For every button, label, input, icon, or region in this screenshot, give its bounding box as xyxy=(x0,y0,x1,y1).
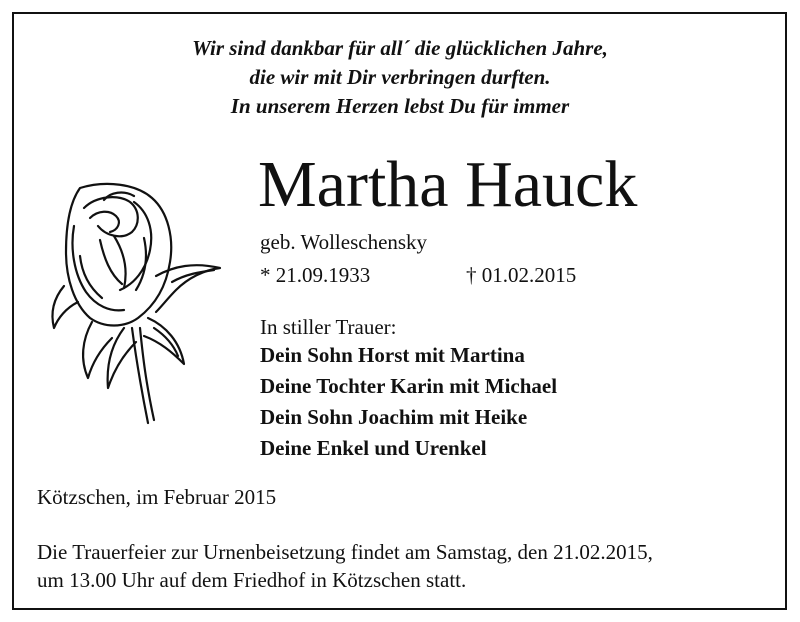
ceremony-line: Die Trauerfeier zur Urnenbeisetzung findet am Samstag, den 21.02.2015, xyxy=(37,540,653,564)
mourner-entry: Deine Tochter Karin mit Michael xyxy=(260,374,558,398)
life-dates xyxy=(260,262,577,288)
mourner-entry: Dein Sohn Joachim mit Heike xyxy=(260,405,528,429)
motto-line: In unserem Herzen lebst Du für immer xyxy=(230,94,570,118)
mourner-entry: Dein Sohn Horst mit Martina xyxy=(260,343,525,367)
mourners-intro: In stiller Trauer: xyxy=(260,315,397,339)
mourner-entry: Deine Enkel und Urenkel xyxy=(260,436,487,460)
ceremony-line: um 13.00 Uhr auf dem Friedhof in Kötzschen statt. xyxy=(37,568,467,592)
birth-date: * 21.09.1933 xyxy=(260,263,371,287)
place-date: Kötzschen, im Februar 2015 xyxy=(37,485,277,509)
motto-line: die wir mit Dir verbringen durften. xyxy=(249,65,551,89)
rose-icon xyxy=(44,178,229,428)
deceased-name: Martha Hauck xyxy=(258,148,638,221)
motto-line: Wir sind dankbar für all´ die glücklichen Jahre, xyxy=(192,36,608,60)
mourners-list xyxy=(260,314,557,464)
death-date: † 01.02.2015 xyxy=(466,263,577,287)
motto xyxy=(0,34,800,121)
ceremony-info xyxy=(37,538,653,594)
birth-name: geb. Wolleschensky xyxy=(260,230,428,254)
